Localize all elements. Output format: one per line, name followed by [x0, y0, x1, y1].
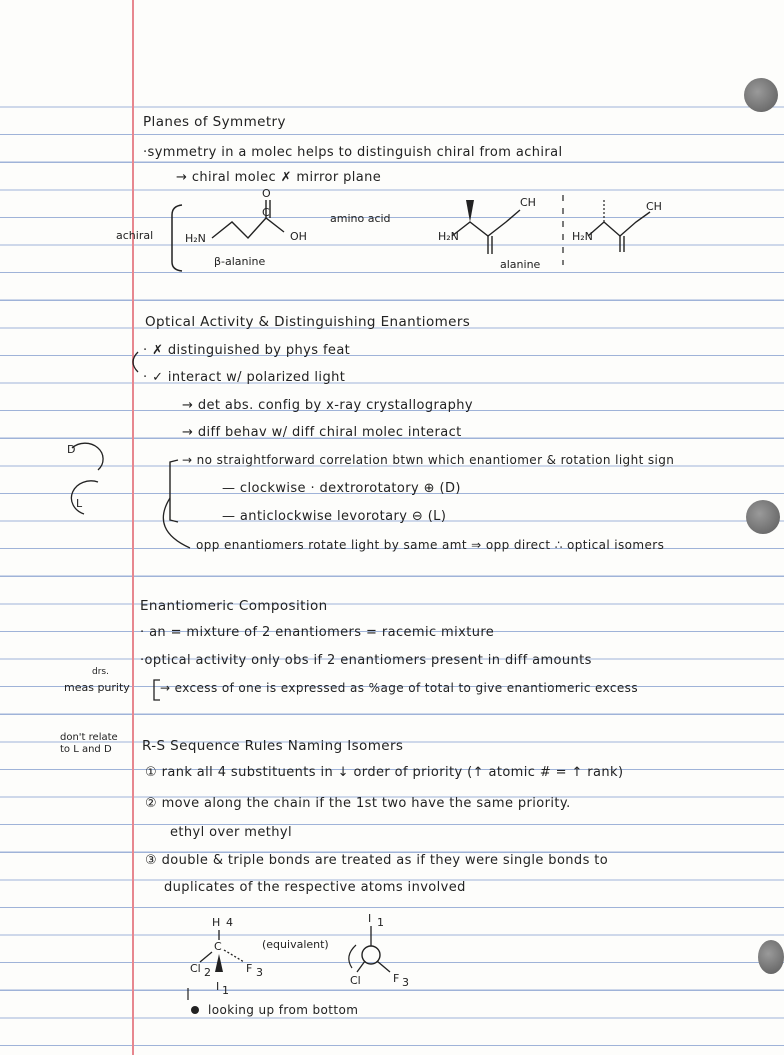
equivalent-label: (equivalent) — [262, 938, 329, 951]
svg-text:4: 4 — [226, 916, 233, 929]
note-line: — anticlockwise levorotary ⊖ (L) — [222, 509, 447, 524]
h2n-label: H₂N — [438, 230, 459, 243]
ch-label: CH — [646, 200, 662, 213]
svg-text:1: 1 — [222, 984, 229, 997]
oh-label: OH — [290, 230, 307, 243]
c-label: C — [262, 206, 270, 219]
note-line: ① rank all 4 substituents in ↓ order of priority (↑ atomic # = ↑ rank) — [145, 765, 624, 780]
o-label: O — [262, 187, 271, 200]
svg-text:3: 3 — [256, 966, 263, 979]
note-line: → no straightforward correlation btwn which enantiomer & rotation light sign — [182, 453, 675, 467]
atom-h: H — [212, 916, 221, 929]
atom-f: F — [246, 962, 253, 975]
section-title-optical-activity: Optical Activity & Distinguishing Enantiomers — [145, 314, 471, 330]
ch-label: CH — [520, 196, 536, 209]
h2n-label: H₂N — [572, 230, 593, 243]
note-line: ·symmetry in a molec helps to distinguish chiral from achiral — [143, 145, 563, 160]
l-label: L — [76, 497, 83, 510]
atom-f: F — [393, 972, 400, 985]
atom-c: C — [214, 940, 222, 953]
section-title-rs-rules: R-S Sequence Rules Naming Isomers — [142, 738, 404, 754]
caption-looking-up: looking up from bottom — [208, 1003, 359, 1017]
note-line: ethyl over methyl — [170, 825, 292, 840]
atom-cl: Cl — [350, 974, 361, 987]
h2n-label: H₂N — [185, 232, 206, 245]
note-line: · ✗ distinguished by phys feat — [143, 343, 351, 358]
note-line: → excess of one is expressed as %age of total to give enantiomeric excess — [160, 681, 638, 695]
margin-note-relate: don't relate to L and D — [60, 732, 118, 755]
margin-note-achiral: achiral — [116, 229, 154, 242]
note-line: duplicates of the respective atoms involved — [164, 880, 466, 895]
atom-cl: Cl — [190, 962, 201, 975]
d-label: D — [67, 443, 76, 456]
note-line: · an = mixture of 2 enantiomers = racemic mixture — [140, 625, 495, 640]
alanine-label: alanine — [500, 258, 541, 271]
margin-note-purity: meas purity — [64, 681, 130, 694]
amino-acid-label: amino acid — [330, 212, 391, 225]
note-line: — clockwise · dextrorotatory ⊕ (D) — [222, 481, 461, 496]
section-title-enantiomeric-composition: Enantiomeric Composition — [140, 598, 328, 614]
margin-note-small: drs. — [92, 667, 109, 677]
note-line: → chiral molec ✗ mirror plane — [176, 170, 382, 185]
note-line: ② move along the chain if the 1st two have the same priority. — [145, 796, 571, 811]
beta-alanine-label: β-alanine — [214, 255, 266, 268]
rotation-arrow-icon — [349, 945, 356, 968]
section-title-symmetry: Planes of Symmetry — [143, 114, 286, 130]
note-line: ③ double & triple bonds are treated as if they were single bonds to — [145, 853, 609, 868]
svg-text:3: 3 — [402, 976, 409, 989]
note-line: opp enantiomers rotate light by same amt ⇒ opp direct ∴ optical isomers — [196, 538, 665, 552]
svg-text:1: 1 — [377, 916, 384, 929]
atom-i: I — [216, 980, 220, 993]
note-line: → det abs. config by x-ray crystallography — [182, 398, 474, 413]
note-line: ·optical activity only obs if 2 enantiomers present in diff amounts — [140, 653, 592, 668]
eye-icon — [191, 1006, 199, 1014]
note-line: · ✓ interact w/ polarized light — [143, 370, 346, 385]
note-line: → diff behav w/ diff chiral molec interact — [182, 425, 462, 440]
svg-text:2: 2 — [204, 966, 211, 979]
atom-i: I — [368, 912, 372, 925]
